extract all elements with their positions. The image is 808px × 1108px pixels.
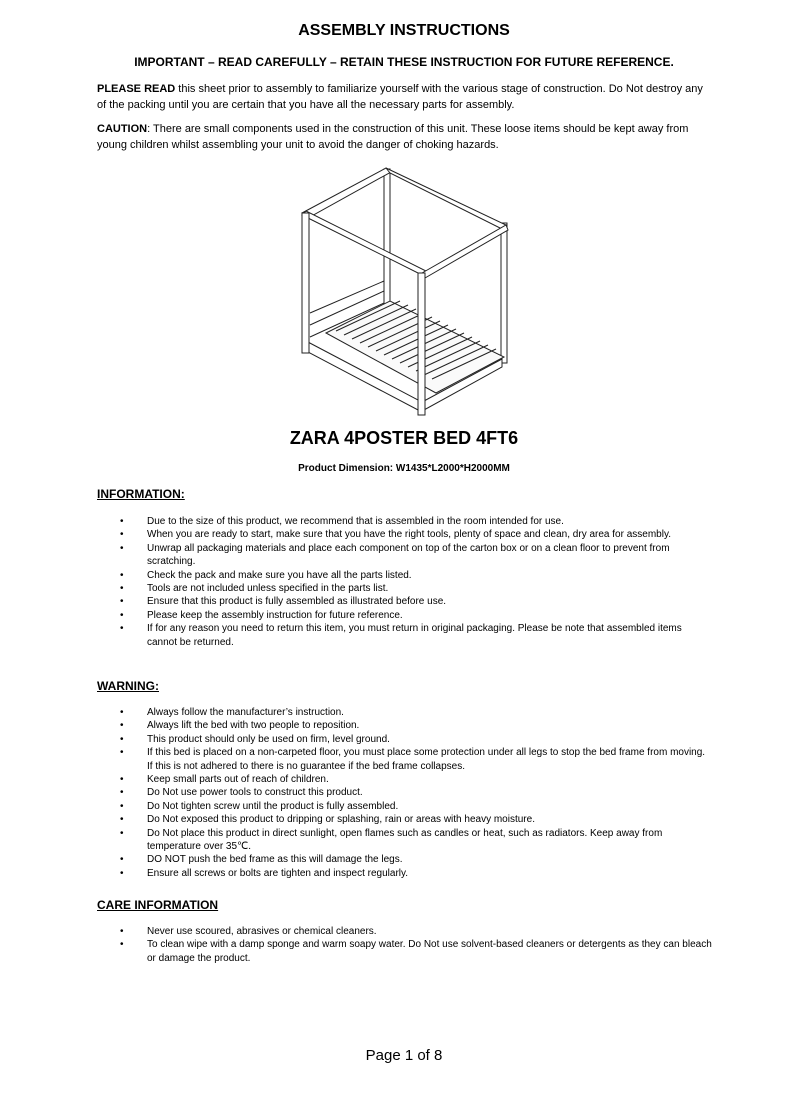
bullet-icon: • [120,733,124,745]
list-item-text: If for any reason you need to return this item, you must return in original packaging. Please be note that assembled items cannot be returned. [147,623,682,648]
bullet-icon: • [120,814,124,826]
list-item-text: This product should only be used on firm, level ground. [147,733,390,745]
caution-label: CAUTION [97,123,148,135]
care-heading: CARE INFORMATION [97,898,219,912]
bullet-icon: • [120,867,124,879]
warning-heading: WARNING: [97,679,159,693]
list-item-text: DO NOT push the bed frame as this will damage the legs. [147,854,403,866]
bullet-icon: • [120,800,124,812]
list-item-text: Check the pack and make sure you have all the parts listed. [147,569,412,581]
product-name: ZARA 4POSTER BED 4FT6 [289,428,519,448]
list-item-text: Unwrap all packaging materials and place each component on top of the carton box or on a clean floor to prevent from scratching. [147,542,670,568]
front-left-post [302,213,309,353]
front-right-post [418,273,425,415]
bullet-icon: • [120,939,124,951]
bullet-icon: • [120,609,124,621]
list-item [0,622,808,649]
page-subtitle: IMPORTANT – READ CAREFULLY – RETAIN THESE INSTRUCTION FOR FUTURE REFERENCE. [134,55,674,69]
bullet-icon: • [120,827,124,839]
list-item-text: If this bed is placed on a non-carpeted floor, you must place some protection under all legs to stop the bed frame from moving. If this is not adhered to there is no guarantee if the bed frame collapses. [147,747,706,772]
list-item-text: Ensure all screws or bolts are tighten and inspect regularly. [147,867,409,879]
list-item [0,706,808,719]
top-rail-left [302,168,391,218]
page-title: ASSEMBLY INSTRUCTIONS [298,22,510,39]
list-item [0,595,808,608]
list-item-text: Do Not place this product in direct sunlight, open flames such as candles or heat, such as radiators. Keep away from temperature over 35℃. [147,827,663,853]
list-item-text: Do Not tighten screw until the product is fully assembled. [147,800,399,812]
warning-list [0,706,808,880]
list-item [0,542,808,569]
list-item [0,582,808,595]
bullet-icon: • [120,529,124,541]
bullet-icon: • [120,583,124,595]
list-item-text: Please keep the assembly instruction for future reference. [147,609,403,621]
list-item-text: To clean wipe with a damp sponge and warm soapy water. Do Not use solvent-based cleaners or detergents as they can bleach or damage the product. [147,939,712,964]
bullet-icon: • [120,720,124,732]
information-list [0,515,808,649]
product-dimension: Product Dimension: W1435*L2000*H2000MM [298,463,510,474]
bullet-icon: • [120,926,124,937]
list-item [0,827,808,854]
list-item [0,938,808,965]
top-rail-right [422,225,508,278]
list-item [0,528,808,541]
please-read-text: this sheet prior to assembly to familiarize yourself with the various stage of construction. Do Not destroy any of the packing until you are certain that you have all the necessary parts for assembly. [97,83,703,111]
list-item-text: Always follow the manufacturer’s instruction. [147,707,344,718]
bed-illustration [296,163,516,418]
top-rail-back [386,168,506,229]
list-item-text: When you are ready to start, make sure that you have the right tools, plenty of space and clean, dry area for assembly. [147,529,671,541]
bullet-icon: • [120,774,124,786]
list-item-text: Do Not exposed this product to dripping or splashing, rain or areas with heavy moisture. [147,814,535,826]
bullet-icon: • [120,747,124,759]
list-item [0,786,808,799]
bullet-icon: • [120,707,124,718]
list-item-text: Always lift the bed with two people to reposition. [147,720,360,732]
caution-paragraph [97,121,712,153]
list-item [0,746,808,773]
list-item [0,925,808,938]
list-item-text: Tools are not included unless specified in the parts list. [147,583,389,595]
back-right-post [501,223,507,363]
list-item [0,733,808,746]
bullet-icon: • [120,623,124,635]
list-item-text: Do Not use power tools to construct this product. [147,787,363,799]
list-item [0,609,808,622]
bullet-icon: • [120,516,124,527]
list-item [0,813,808,826]
list-item [0,719,808,732]
caution-text: : There are small components used in the construction of this unit. These loose items should be kept away from young children whilst assembling your unit to avoid the danger of choking hazards. [97,123,689,151]
bullet-icon: • [120,787,124,799]
top-rail-front [302,211,426,275]
information-heading: INFORMATION: [97,487,185,501]
list-item-text: Keep small parts out of reach of children. [147,774,329,786]
please-read-label: PLEASE READ [97,83,176,95]
bullet-icon: • [120,542,124,554]
bullet-icon: • [120,596,124,608]
list-item-text: Due to the size of this product, we recommend that is assembled in the room intended for use. [147,516,564,527]
list-item-text: Ensure that this product is fully assembled as illustrated before use. [147,596,447,608]
list-item [0,515,808,528]
page-number: Page 1 of 8 [365,1047,443,1064]
list-item [0,773,808,786]
care-list [0,925,808,965]
bullet-icon: • [120,854,124,866]
list-item [0,853,808,866]
list-item-text: Never use scoured, abrasives or chemical cleaners. [147,926,377,937]
list-item [0,867,808,880]
please-read-paragraph [97,81,712,113]
list-item [0,800,808,813]
bullet-icon: • [120,569,124,581]
list-item [0,569,808,582]
